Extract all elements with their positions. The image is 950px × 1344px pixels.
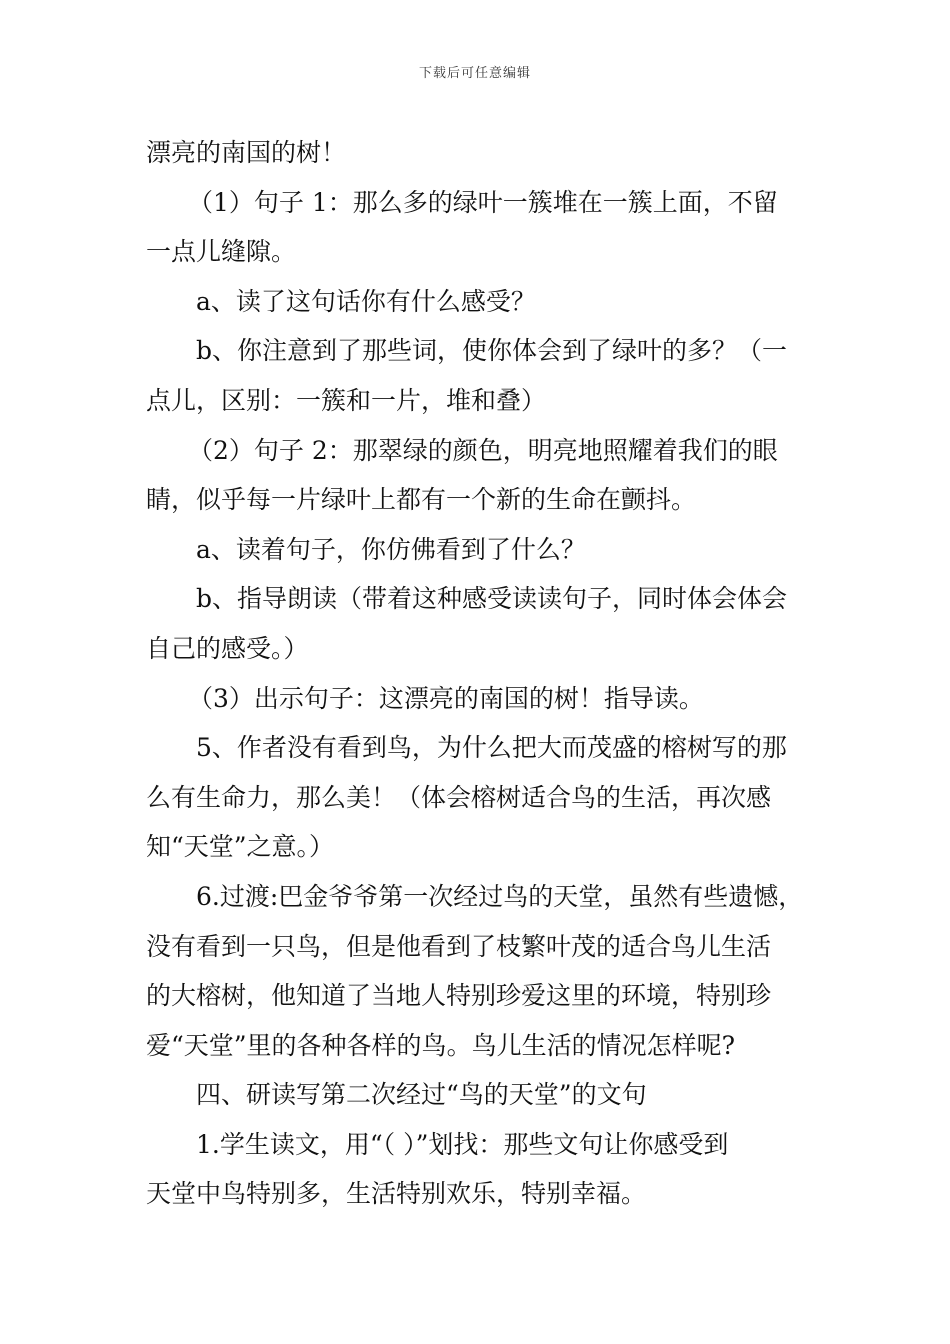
- text-line: 5、作者没有看到鸟，为什么把大而茂盛的榕树写的那: [196, 733, 787, 763]
- text-line: 么有生命力，那么美！（体会榕树适合鸟的生活，再次感: [146, 782, 772, 812]
- text-line: 点儿，区别：一簇和一片，堆和叠）: [146, 385, 547, 415]
- text-line: a、读了这句话你有什么感受？: [196, 286, 536, 316]
- text-line: （3）出示句子：这漂亮的南国的树！指导读。: [188, 683, 704, 713]
- text-line: 没有看到一只鸟，但是他看到了枝繁叶茂的适合鸟儿生活: [146, 931, 772, 961]
- text-line: b、指导朗读（带着这种感受读读句子，同时体会体会: [196, 584, 788, 614]
- text-line: a、读着句子，你仿佛看到了什么？: [196, 534, 586, 564]
- text-line: 天堂中鸟特别多，生活特别欢乐，特别幸福。: [146, 1179, 647, 1209]
- page-header-note: 下载后可任意编辑: [418, 66, 531, 81]
- text-line: 四、研读写第二次经过“鸟的天堂”的文句: [196, 1080, 647, 1110]
- document-body: [146, 128, 816, 1219]
- text-line: （1）句子 1：那么多的绿叶一簇堆在一簇上面，不留: [188, 187, 778, 217]
- text-line: 6.过渡:巴金爷爷第一次经过鸟的天堂，虽然有些遗憾，: [196, 881, 804, 911]
- text-line: 1.学生读文，用“（ ）”划找：那些文句让你感受到: [196, 1129, 729, 1159]
- text-line: 知“天堂”之意。）: [146, 832, 335, 862]
- text-line: 自己的感受。）: [146, 633, 309, 663]
- text-line: （2）句子 2：那翠绿的颜色，明亮地照耀着我们的眼: [188, 435, 778, 465]
- text-line: b、你注意到了那些词，使你体会到了绿叶的多？（一: [196, 336, 788, 366]
- text-line: 漂亮的南国的树！: [146, 138, 347, 167]
- text-line: 一点儿缝隙。: [146, 237, 297, 267]
- text-line: 的大榕树，他知道了当地人特别珍爱这里的环境，特别珍: [146, 981, 772, 1011]
- text-line: 爱“天堂”里的各种各样的鸟。鸟儿生活的情况怎样呢?: [146, 1030, 735, 1060]
- text-line: 睛，似乎每一片绿叶上都有一个新的生命在颤抖。: [146, 485, 697, 515]
